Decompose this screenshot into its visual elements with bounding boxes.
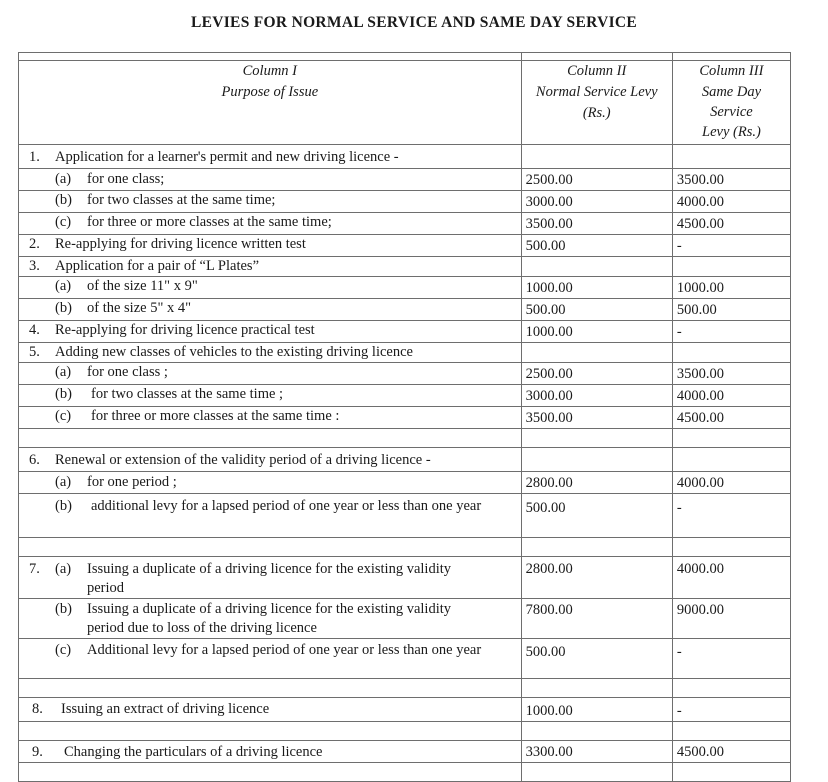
item-number: (b)	[55, 601, 72, 617]
spacer-row	[19, 763, 791, 782]
table-row	[19, 191, 791, 213]
normal-levy: 500.00	[521, 235, 672, 257]
table-row	[19, 169, 791, 191]
column-3-header	[672, 61, 790, 145]
item-number: 3.	[29, 258, 40, 274]
same-day-levy: 4000.00	[672, 385, 790, 407]
item-number: (a)	[55, 171, 72, 187]
table-row	[19, 321, 791, 343]
normal-levy: 2500.00	[521, 169, 672, 191]
table-row	[19, 639, 791, 679]
column-2-title: Column II	[567, 63, 627, 79]
item-number: 2.	[29, 236, 40, 252]
column-2-subtitle: Normal Service Levy	[535, 84, 658, 100]
item-number: (c)	[55, 642, 72, 658]
same-day-levy: 4500.00	[672, 213, 790, 235]
item-text: for one class ;	[87, 364, 168, 380]
normal-levy: 1000.00	[521, 277, 672, 299]
table-row	[19, 257, 791, 277]
table-row	[19, 277, 791, 299]
normal-levy: 1000.00	[521, 321, 672, 343]
table-row	[19, 472, 791, 494]
item-text: for three or more classes at the same time :	[91, 408, 340, 424]
normal-levy: 500.00	[521, 299, 672, 321]
column-3-subtitle-2: Service	[710, 104, 753, 120]
item-text: for two classes at the same time ;	[91, 386, 284, 402]
item-text: Application for a learner's permit and new driving licence -	[55, 149, 399, 165]
same-day-levy: -	[672, 235, 790, 257]
column-2-unit: (Rs.)	[582, 105, 611, 121]
table-row	[19, 213, 791, 235]
same-day-levy: 9000.00	[672, 599, 790, 639]
header-row	[19, 61, 791, 145]
spacer-row	[19, 722, 791, 741]
same-day-levy: -	[672, 321, 790, 343]
item-text: Re-applying for driving licence written test	[55, 236, 306, 252]
column-1-header	[19, 61, 522, 145]
column-2-header	[521, 61, 672, 145]
item-text: Renewal or extension of the validity period of a driving licence -	[55, 452, 431, 468]
item-text: Re-applying for driving licence practical test	[55, 322, 315, 338]
same-day-levy: 4000.00	[672, 191, 790, 213]
table-row	[19, 385, 791, 407]
same-day-levy: -	[672, 698, 790, 722]
item-sub-number: (a)	[55, 561, 72, 577]
normal-levy: 7800.00	[521, 599, 672, 639]
item-number: 4.	[29, 322, 40, 338]
normal-levy: 2800.00	[521, 557, 672, 599]
same-day-levy: 4000.00	[672, 557, 790, 599]
item-number: 7.	[29, 561, 40, 577]
normal-levy: 1000.00	[521, 698, 672, 722]
table-row	[19, 448, 791, 472]
item-number: (b)	[55, 300, 72, 316]
item-text: for two classes at the same time;	[87, 192, 276, 208]
table-row	[19, 494, 791, 538]
table-row	[19, 741, 791, 763]
table-row	[19, 235, 791, 257]
normal-levy: 3300.00	[521, 741, 672, 763]
table-row	[19, 557, 791, 599]
item-number: 9.	[32, 744, 43, 760]
item-text: for one period ;	[87, 474, 177, 490]
same-day-levy: 4000.00	[672, 472, 790, 494]
table-row	[19, 145, 791, 169]
item-text: Changing the particulars of a driving licence	[64, 744, 323, 760]
item-text: Issuing a duplicate of a driving licence for the existing validity period due to loss of the driving licence	[87, 601, 452, 636]
spacer-row	[19, 429, 791, 448]
table-row	[19, 299, 791, 321]
spacer-row	[19, 679, 791, 698]
item-number: (b)	[55, 192, 72, 208]
same-day-levy: 4500.00	[672, 741, 790, 763]
item-text: Adding new classes of vehicles to the existing driving licence	[55, 344, 413, 360]
normal-levy: 500.00	[521, 639, 672, 679]
item-text: for one class;	[87, 171, 165, 187]
item-number: 6.	[29, 452, 40, 468]
item-number: (b)	[55, 386, 72, 402]
normal-levy: 3000.00	[521, 385, 672, 407]
item-number: (a)	[55, 474, 72, 490]
column-1-title: Column I	[242, 63, 297, 79]
same-day-levy: 4500.00	[672, 407, 790, 429]
normal-levy: 2500.00	[521, 363, 672, 385]
same-day-levy: -	[672, 494, 790, 538]
levies-table	[18, 52, 791, 782]
item-number: (a)	[55, 364, 72, 380]
normal-levy: 2800.00	[521, 472, 672, 494]
document-title: LEVIES FOR NORMAL SERVICE AND SAME DAY SERVICE	[190, 14, 638, 31]
item-text: Application for a pair of “L Plates”	[55, 258, 259, 274]
item-text: of the size 11" x 9"	[87, 278, 198, 294]
column-3-title: Column III	[699, 63, 764, 79]
column-3-subtitle-1: Same Day	[701, 84, 762, 100]
item-text: Issuing an extract of driving licence	[61, 701, 270, 717]
table-row	[19, 343, 791, 363]
item-number: 8.	[32, 701, 43, 717]
spacer-row	[19, 538, 791, 557]
same-day-levy: -	[672, 639, 790, 679]
same-day-levy: 500.00	[672, 299, 790, 321]
table-row	[19, 599, 791, 639]
table-row	[19, 698, 791, 722]
table-row	[19, 407, 791, 429]
normal-levy: 3000.00	[521, 191, 672, 213]
item-number: 1.	[29, 149, 40, 165]
item-number: (a)	[55, 278, 72, 294]
item-number: 5.	[29, 344, 40, 360]
item-text: of the size 5" x 4"	[87, 300, 192, 316]
item-number: (c)	[55, 214, 72, 230]
table-row	[19, 363, 791, 385]
column-1-subtitle: Purpose of Issue	[221, 84, 319, 100]
item-text: additional levy for a lapsed period of one year or less than one year	[91, 498, 482, 514]
item-text: Additional levy for a lapsed period of one year or less than one year	[87, 642, 482, 658]
same-day-levy: 1000.00	[672, 277, 790, 299]
item-number: (c)	[55, 408, 72, 424]
normal-levy: 3500.00	[521, 407, 672, 429]
same-day-levy: 3500.00	[672, 363, 790, 385]
normal-levy: 500.00	[521, 494, 672, 538]
item-text: Issuing a duplicate of a driving licence for the existing validity period	[87, 561, 452, 596]
same-day-levy: 3500.00	[672, 169, 790, 191]
normal-levy: 3500.00	[521, 213, 672, 235]
column-3-subtitle-3: Levy (Rs.)	[702, 124, 761, 140]
item-number: (b)	[55, 498, 72, 514]
item-text: for three or more classes at the same time;	[87, 214, 332, 230]
